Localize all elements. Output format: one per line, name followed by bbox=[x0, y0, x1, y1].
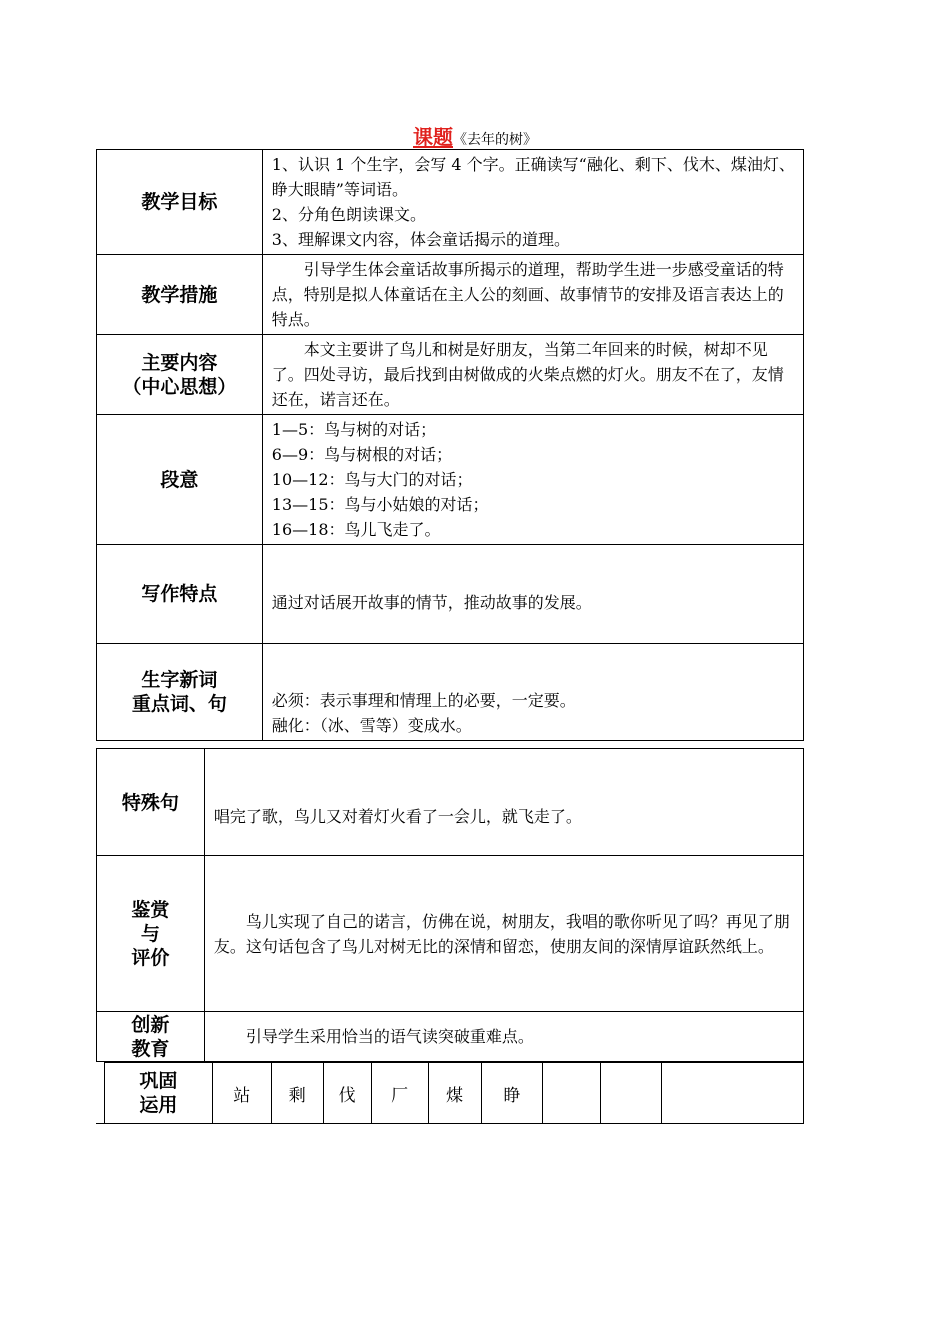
header-practice-line2: 运用 bbox=[139, 1094, 178, 1116]
row-main-content bbox=[97, 335, 804, 415]
row-practice bbox=[105, 1063, 804, 1124]
row-vocab bbox=[97, 644, 804, 741]
objective-2: 2、分角色朗读课文。 bbox=[271, 205, 426, 224]
paragraphs-content bbox=[262, 415, 803, 545]
objectives-content bbox=[262, 150, 803, 255]
paragraph-item: 6—9：鸟与树根的对话； bbox=[271, 445, 453, 464]
header-vocab-line2: 重点词、句 bbox=[131, 693, 227, 715]
header-vocab bbox=[97, 644, 263, 741]
header-paragraphs: 段意 bbox=[97, 415, 263, 545]
practice-char-cell: 伐 bbox=[323, 1063, 371, 1124]
practice-char-cell: 剩 bbox=[271, 1063, 323, 1124]
header-vocab-line1: 生字新词 bbox=[141, 669, 218, 691]
special-content: 唱完了歌，鸟儿又对着灯火看了一会儿，就飞走了。 bbox=[204, 749, 803, 856]
row-appreciation bbox=[97, 856, 804, 1012]
header-practice bbox=[105, 1063, 213, 1124]
evaluation-table bbox=[96, 748, 804, 1062]
vocab-item: 融化：（冰、雪等）变成水。 bbox=[271, 716, 472, 735]
header-appreciation bbox=[97, 856, 205, 1012]
paragraph-item: 16—18：鸟儿飞走了。 bbox=[271, 520, 441, 539]
header-main-content-line1: 主要内容 bbox=[141, 351, 218, 374]
row-writing bbox=[97, 545, 804, 644]
measures-content: 引导学生体会童话故事所揭示的道理，帮助学生进一步感受童话的特点，特别是拟人体童话在主人公的刻画、故事情节的安排及语言表达上的特点。 bbox=[262, 255, 803, 335]
header-innovation-line2: 教育 bbox=[131, 1037, 170, 1060]
practice-char-cell: 睁 bbox=[481, 1063, 543, 1124]
lesson-plan-table bbox=[96, 149, 804, 741]
paragraph-item: 1—5：鸟与树的对话； bbox=[271, 420, 437, 439]
table-edge-line bbox=[96, 1123, 104, 1124]
practice-char-cell bbox=[662, 1063, 804, 1124]
header-practice-line1: 巩固 bbox=[139, 1070, 178, 1092]
lesson-name: 《去年的树》 bbox=[453, 132, 537, 148]
header-main-content bbox=[97, 335, 263, 415]
practice-char-cell: 厂 bbox=[371, 1063, 428, 1124]
row-paragraphs bbox=[97, 415, 804, 545]
paragraph-item: 10—12：鸟与大门的对话； bbox=[271, 470, 473, 489]
row-special bbox=[97, 749, 804, 856]
vocab-item: 必须：表示事理和情理上的必要，一定要。 bbox=[271, 691, 576, 710]
practice-char-cell: 煤 bbox=[428, 1063, 481, 1124]
practice-table bbox=[104, 1062, 804, 1124]
header-writing: 写作特点 bbox=[97, 545, 263, 644]
objective-3: 3、理解课文内容，体会童话揭示的道理。 bbox=[271, 230, 570, 249]
header-special: 特殊句 bbox=[97, 749, 205, 856]
vocab-content bbox=[262, 644, 803, 741]
practice-char-cell bbox=[601, 1063, 662, 1124]
paragraph-item: 13—15：鸟与小姑娘的对话； bbox=[271, 495, 489, 514]
main-content-text: 本文主要讲了鸟儿和树是好朋友，当第二年回来的时候，树却不见了。四处寻访，最后找到由树做成的火柴点燃的灯火。朋友不在了，友情还在，诺言还在。 bbox=[262, 335, 803, 415]
practice-char-cell: 站 bbox=[212, 1063, 271, 1124]
row-objectives bbox=[97, 150, 804, 255]
row-measures bbox=[97, 255, 804, 335]
practice-char-cell bbox=[543, 1063, 601, 1124]
header-appreciation-line2: 与 bbox=[140, 922, 160, 945]
appreciation-content: 鸟儿实现了自己的诺言，仿佛在说，树朋友，我唱的歌你听见了吗？再见了朋友。这句话包含了鸟儿对树无比的深情和留恋，使朋友间的深情厚谊跃然纸上。 bbox=[204, 856, 803, 1012]
header-appreciation-line1: 鉴赏 bbox=[131, 898, 170, 921]
header-appreciation-line3: 评价 bbox=[131, 946, 170, 969]
row-innovation bbox=[97, 1012, 804, 1062]
writing-content: 通过对话展开故事的情节，推动故事的发展。 bbox=[262, 545, 803, 644]
innovation-content: 引导学生采用恰当的语气读突破重难点。 bbox=[204, 1012, 803, 1062]
title-key: 课题 bbox=[413, 125, 453, 149]
objective-1: 1、认识 1 个生字，会写 4 个字。正确读写“融化、剩下、伐木、煤油灯、睁大眼睛”等词语。 bbox=[271, 155, 795, 199]
header-objectives: 教学目标 bbox=[97, 150, 263, 255]
header-measures: 教学措施 bbox=[97, 255, 263, 335]
header-innovation bbox=[97, 1012, 205, 1062]
header-innovation-line1: 创新 bbox=[131, 1013, 170, 1036]
header-main-content-line2: （中心思想） bbox=[122, 375, 237, 398]
